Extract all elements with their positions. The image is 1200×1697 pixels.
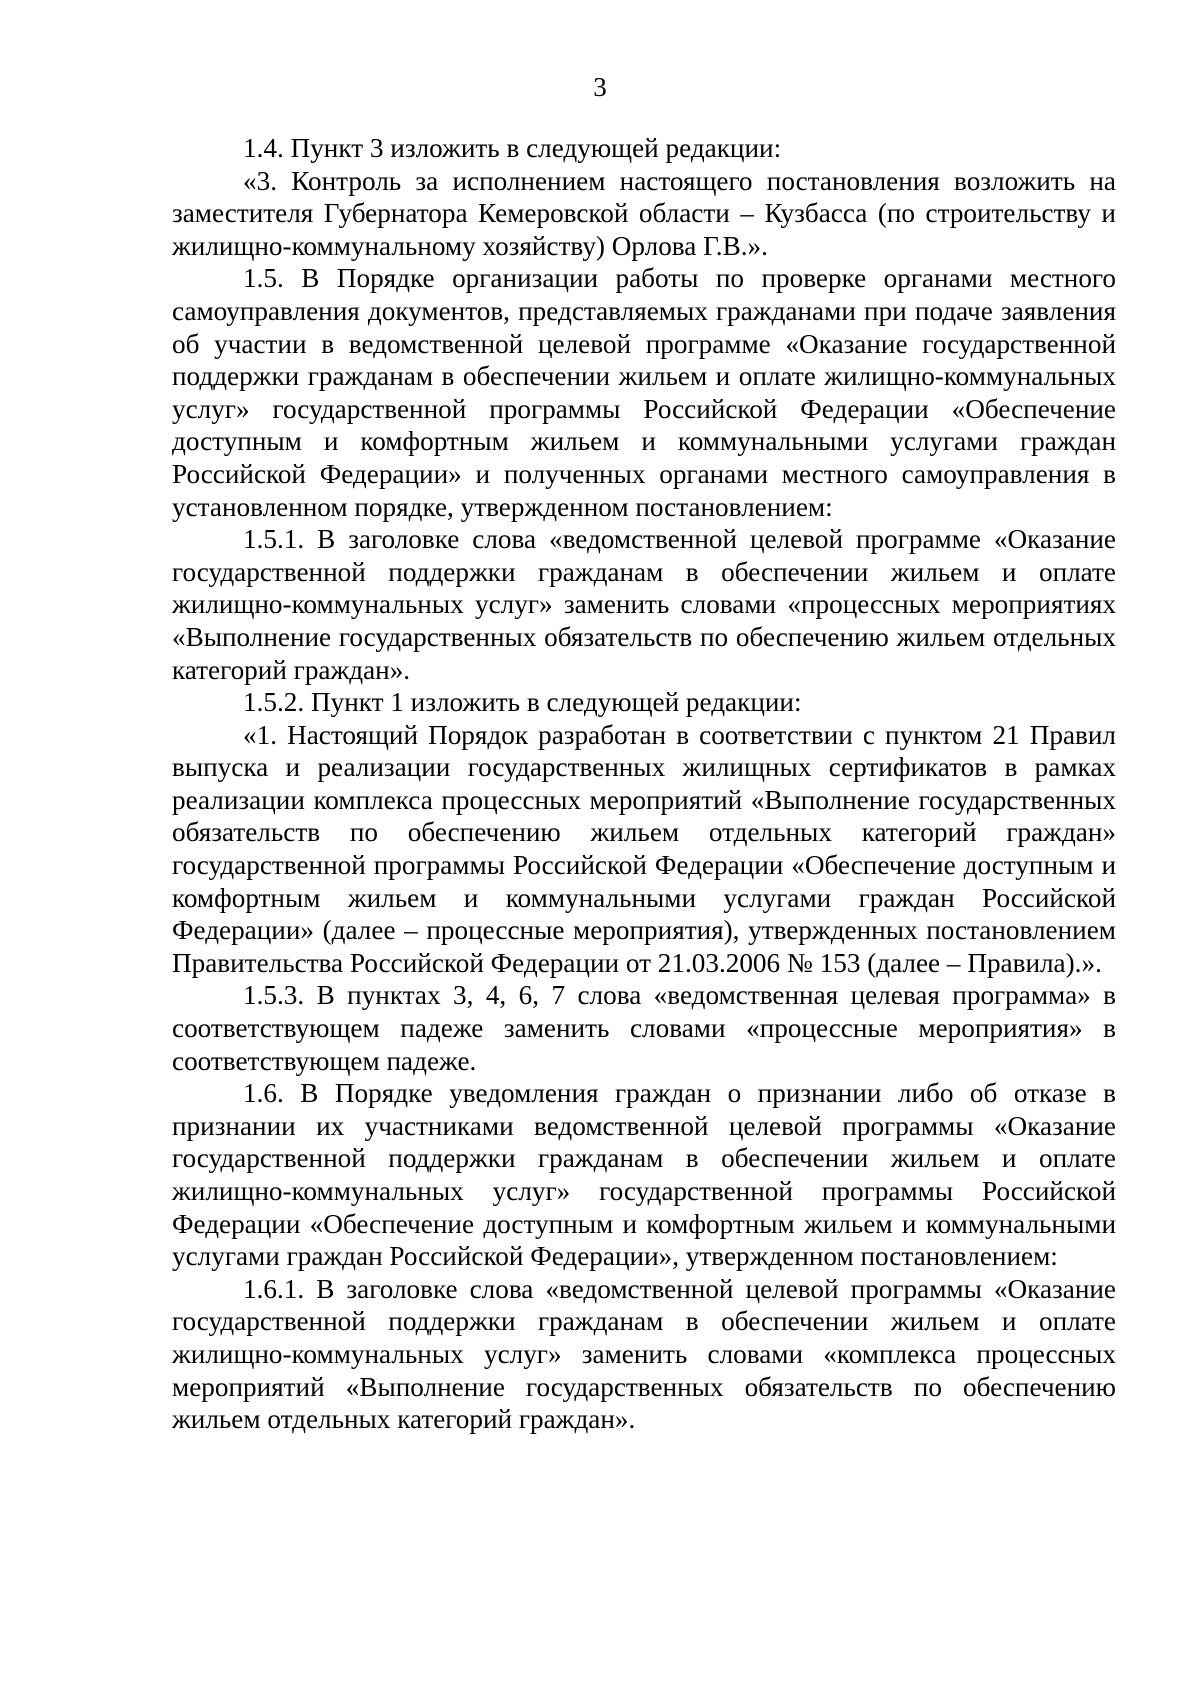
paragraph-1-4: 1.4. Пункт 3 изложить в следующей редакции:	[243, 133, 782, 163]
paragraph-quote-point-1: «1. Настоящий Порядок разработан в соответствии с пунктом 21 Правил выпуска и реализации государственных жилищных сертификатов в рамках реализации комплекса процессных мероприятий «Выполнение государственных обязательств по обеспечению жильем отдельных категорий граждан» государственной программы Российской Федерации «Обеспечение доступным и комфортным жильем и коммунальными услугами граждан Российской Федерации» (далее – процессные мероприятия), утвержденных постановлением Правительства Российской Федерации от 21.03.2006 № 153 (далее – Правила).».	[172, 719, 1116, 978]
paragraph-quote-point-3: «3. Контроль за исполнением настоящего постановления возложить на заместителя Губернатора Кемеровской области – Кузбасса (по строительству и жилищно-коммунальному хозяйству) Орлова Г.В.».	[172, 165, 1116, 261]
paragraph-1-5: 1.5. В Порядке организации работы по проверке органами местного самоуправления документов, представляемых гражданами при подаче заявления об участии в ведомственной целевой программе «Оказание государственной поддержки гражданам в обеспечении жильем и оплате жилищно-коммунальных услуг» государственной программы Российской Федерации «Обеспечение доступным и комфортным жильем и коммунальными услугами граждан Российской Федерации» и полученных органами местного самоуправления в установленном порядке, утвержденном постановлением:	[172, 263, 1116, 522]
paragraph-1-5-2: 1.5.2. Пункт 1 изложить в следующей редакции:	[243, 687, 802, 718]
paragraph-1-6: 1.6. В Порядке уведомления граждан о признании либо об отказе в признании их участниками ведомственной целевой программы «Оказание государственной поддержки гражданам в обеспечении жильем и оплате жилищно-коммунальных услуг» государственной программы Российской Федерации «Обеспечение доступным и комфортным жильем и коммунальными услугами граждан Российской Федерации», утвержденном постановлением:	[172, 1078, 1116, 1272]
paragraph-1-6-1: 1.6.1. В заголовке слова «ведомственной целевой программы «Оказание государственной поддержки гражданам в обеспечении жильем и оплате жилищно-коммунальных услуг» заменить словами «комплекса процессных мероприятий «Выполнение государственных обязательств по обеспечению жильем отдельных категорий граждан».	[172, 1273, 1116, 1435]
paragraph-1-5-3: 1.5.3. В пунктах 3, 4, 6, 7 слова «ведомственная целевая программа» в соответствующем падеже заменить словами «процессные мероприятия» в соответствующем падеже.	[172, 980, 1116, 1076]
paragraph-1-5-1: 1.5.1. В заголовке слова «ведомственной целевой программе «Оказание государственной поддержки гражданам в обеспечении жильем и оплате жилищно-коммунальных услуг» заменить словами «процессных мероприятиях «Выполнение государственных обязательств по обеспечению жильем отдельных категорий граждан».	[172, 524, 1116, 685]
document-body	[172, 132, 1116, 1436]
page-number: 3	[593, 72, 607, 102]
